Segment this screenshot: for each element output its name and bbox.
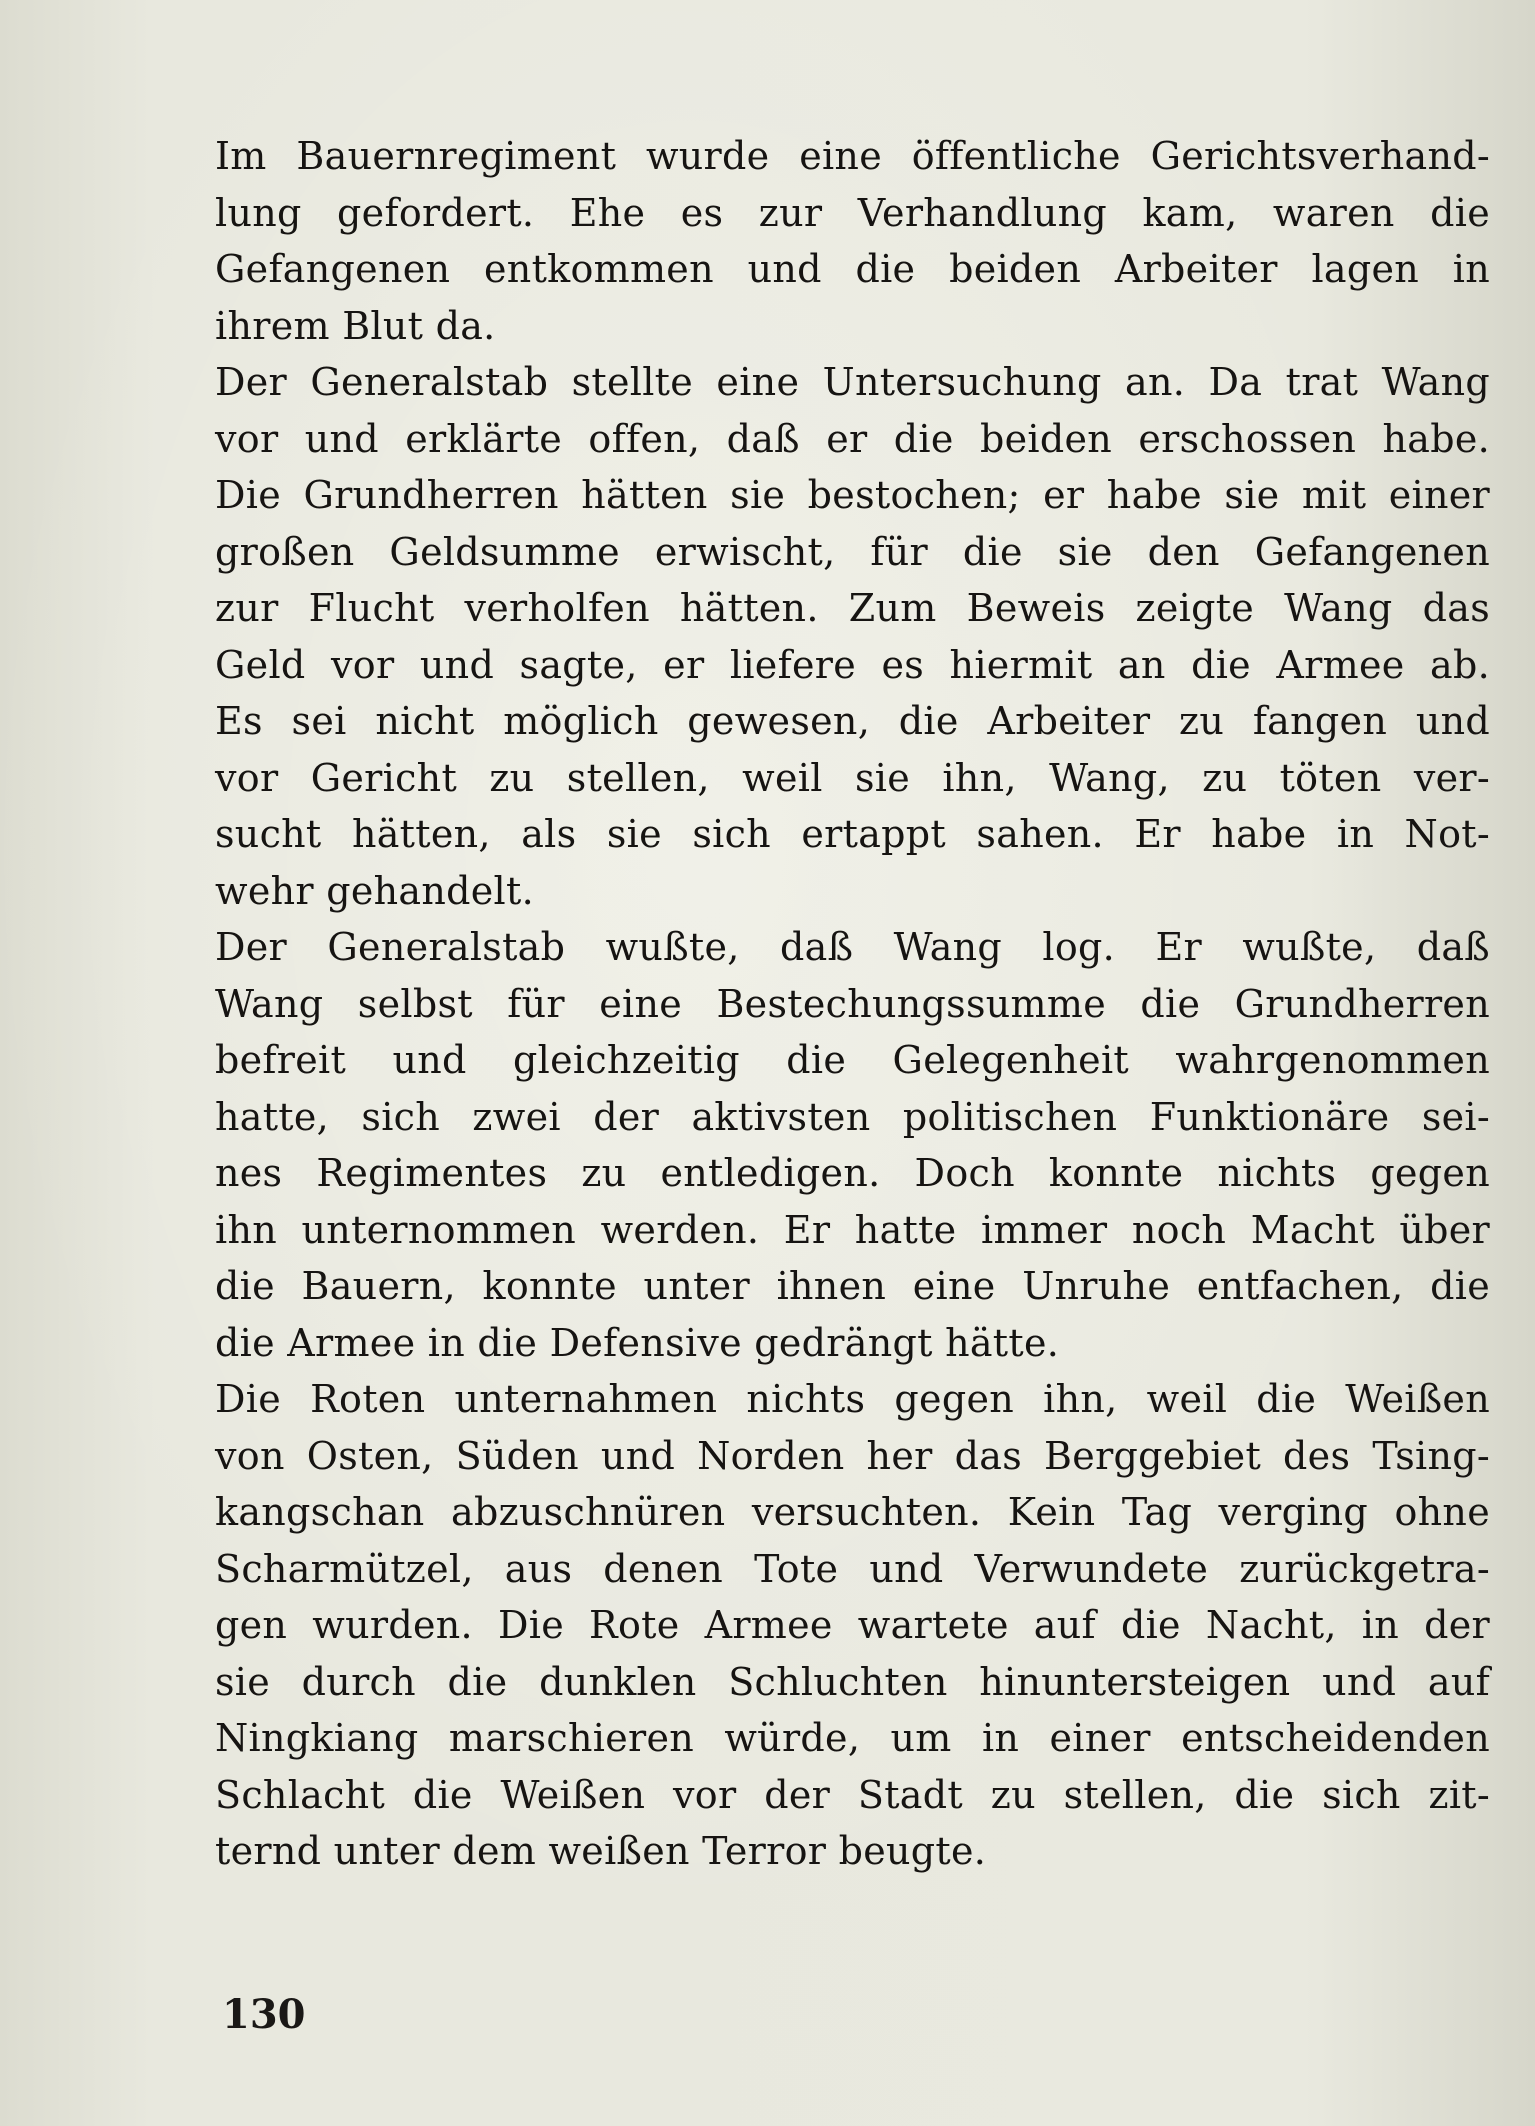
text-line: Die Roten unternahmen nichts gegen ihn, weil die Weißen xyxy=(215,1377,1490,1421)
text-line: vor und erklärte offen, daß er die beiden erschossen habe. xyxy=(215,416,1490,461)
text-line: ihrem Blut da. xyxy=(215,303,496,348)
text-line: zur Flucht verholfen hätten. Zum Beweis zeigte Wang das xyxy=(215,586,1490,630)
text-line: sie durch die dunklen Schluchten hinuntersteigen und auf xyxy=(215,1659,1490,1704)
page-number: 130 xyxy=(222,1991,306,2038)
text-line: wehr gehandelt. xyxy=(215,868,534,913)
text-line: Im Bauernregiment wurde eine öffentliche Gerichtsverhand- xyxy=(215,134,1490,178)
text-line: Der Generalstab wußte, daß Wang log. Er wußte, daß xyxy=(215,925,1490,969)
text-line: nes Regimentes zu entledigen. Doch konnte nichts gegen xyxy=(215,1151,1490,1195)
text-line: Es sei nicht möglich gewesen, die Arbeiter zu fangen und xyxy=(215,699,1490,743)
text-line: ihn unternommen werden. Er hatte immer noch Macht über xyxy=(215,1207,1490,1252)
text-line: Die Grundherren hätten sie bestochen; er habe sie mit einer xyxy=(215,473,1490,517)
text-line: von Osten, Süden und Norden her das Berggebiet des Tsing- xyxy=(215,1433,1490,1478)
text-line: Scharmützel, aus denen Tote und Verwundete zurückgetra- xyxy=(215,1546,1490,1591)
text-line: befreit und gleichzeitig die Gelegenheit wahrgenommen xyxy=(215,1038,1490,1082)
text-line: Schlacht die Weißen vor der Stadt zu stellen, die sich zit- xyxy=(215,1772,1490,1817)
text-line: Geld vor und sagte, er liefere es hiermit an die Armee ab. xyxy=(215,642,1490,687)
text-line: ternd unter dem weißen Terror beugte. xyxy=(215,1829,987,1873)
text-line: sucht hätten, als sie sich ertappt sahen. Er habe in Not- xyxy=(215,812,1490,856)
text-line: Der Generalstab stellte eine Untersuchung an. Da trat Wang xyxy=(215,360,1490,404)
text-line: die Armee in die Defensive gedrängt hätte. xyxy=(215,1320,1060,1365)
text-line: großen Geldsumme erwischt, für die sie den Gefangenen xyxy=(215,529,1490,574)
text-line: Gefangenen entkommen und die beiden Arbeiter lagen in xyxy=(215,247,1490,291)
text-line: lung gefordert. Ehe es zur Verhandlung kam, waren die xyxy=(215,190,1490,235)
body-text xyxy=(215,128,1490,1880)
text-line: kangschan abzuschnüren versuchten. Kein Tag verging ohne xyxy=(215,1490,1490,1534)
text-line: gen wurden. Die Rote Armee wartete auf die Nacht, in der xyxy=(215,1603,1490,1647)
text-line: die Bauern, konnte unter ihnen eine Unruhe entfachen, die xyxy=(215,1264,1490,1308)
text-line: vor Gericht zu stellen, weil sie ihn, Wang, zu töten ver- xyxy=(215,755,1490,800)
text-line: Ningkiang marschieren würde, um in einer entscheidenden xyxy=(215,1716,1490,1760)
text-line: hatte, sich zwei der aktivsten politischen Funktionäre sei- xyxy=(215,1094,1490,1139)
text-line: Wang selbst für eine Bestechungssumme die Grundherren xyxy=(215,981,1490,1026)
